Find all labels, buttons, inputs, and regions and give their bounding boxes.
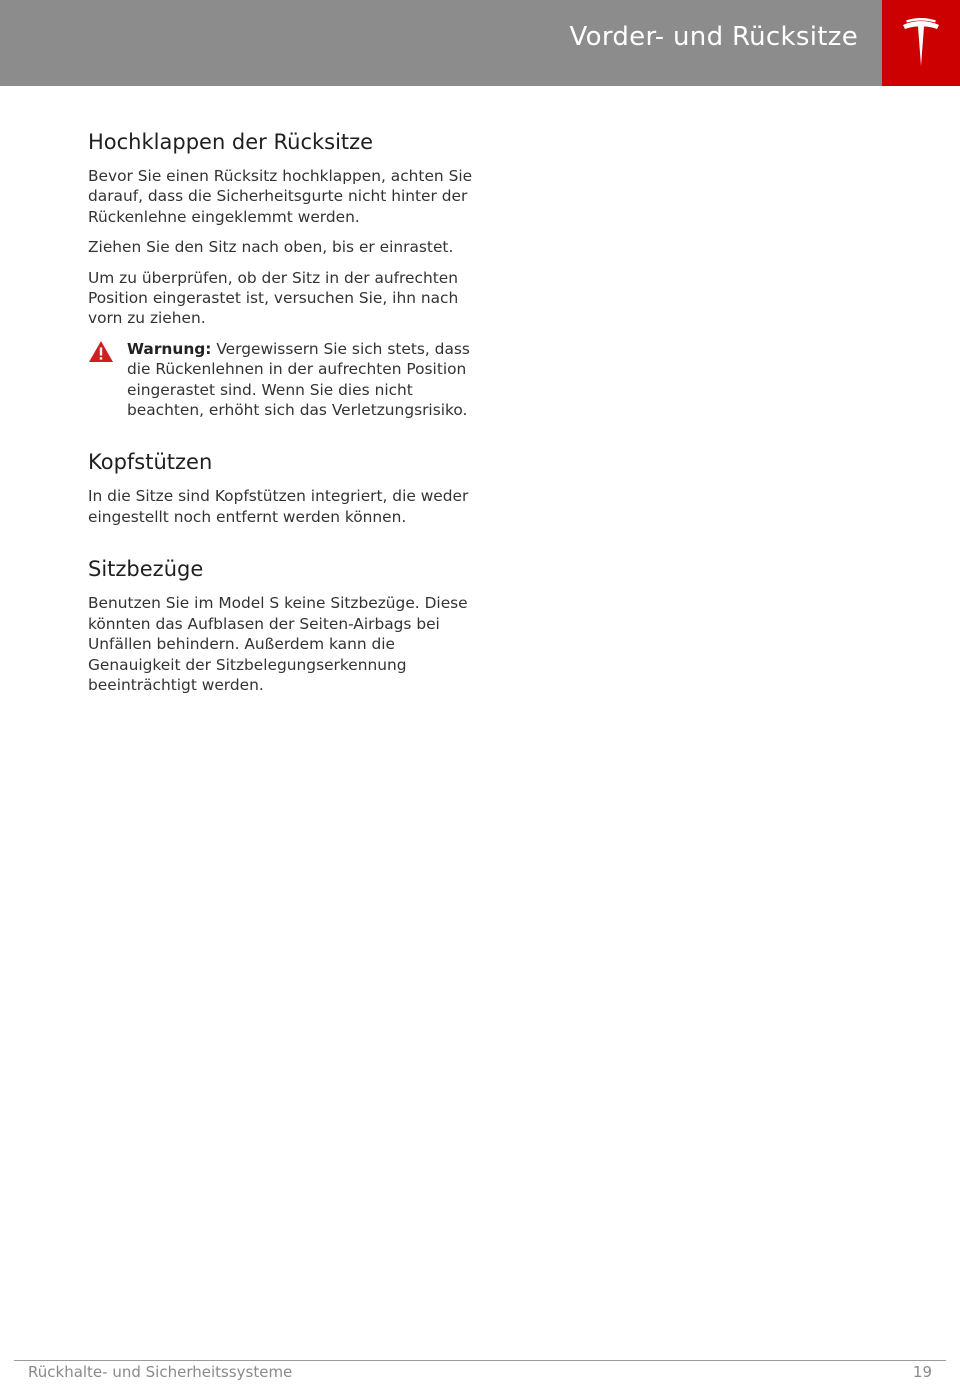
section-heading: Sitzbezüge — [88, 557, 204, 582]
page-header — [0, 0, 960, 86]
section-rear-seat-raise — [88, 128, 484, 420]
warning-text — [127, 339, 484, 421]
warning-body: Vergewissern Sie sich stets, dass die Rückenlehnen in der aufrechten Position eingerastet sind. Wenn Sie dies nicht beachten, erhöht sich das Verletzungsrisiko. — [127, 339, 470, 420]
warning-note — [88, 339, 484, 421]
section-headrests — [88, 448, 484, 527]
paragraph: Bevor Sie einen Rücksitz hochklappen, achten Sie darauf, dass die Sicherheitsgurte nicht hinter der Rückenlehne eingeklemmt werden. — [88, 167, 473, 226]
page-content — [88, 128, 484, 723]
warning-label: Warnung: — [127, 339, 212, 358]
paragraph: In die Sitze sind Kopfstützen integriert, die weder eingestellt noch entfernt werden können. — [88, 487, 469, 526]
paragraph: Ziehen Sie den Sitz nach oben, bis er einrastet. — [88, 238, 454, 257]
section-heading: Kopfstützen — [88, 450, 213, 475]
chapter-title: Vorder- und Rücksitze — [569, 22, 858, 52]
footer-section-name: Rückhalte- und Sicherheitssysteme — [28, 1363, 293, 1381]
tesla-logo-icon — [899, 18, 943, 68]
paragraph: Um zu überprüfen, ob der Sitz in der aufrechten Position eingerastet ist, versuchen Sie, ihn nach vorn zu ziehen. — [88, 268, 459, 328]
section-seat-covers — [88, 555, 484, 695]
footer-divider — [14, 1360, 946, 1361]
section-heading: Hochklappen der Rücksitze — [88, 130, 374, 154]
page-number: 19 — [912, 1363, 932, 1381]
brand-logo-box — [882, 0, 960, 86]
paragraph: Benutzen Sie im Model S keine Sitzbezüge. Diese könnten das Aufblasen der Seiten-Airbags bei Unfällen behindern. Außerdem kann die Genauigkeit der Sitzbelegungserkennung beeinträchtigt werden. — [88, 594, 468, 694]
warning-triangle-icon — [88, 340, 114, 363]
